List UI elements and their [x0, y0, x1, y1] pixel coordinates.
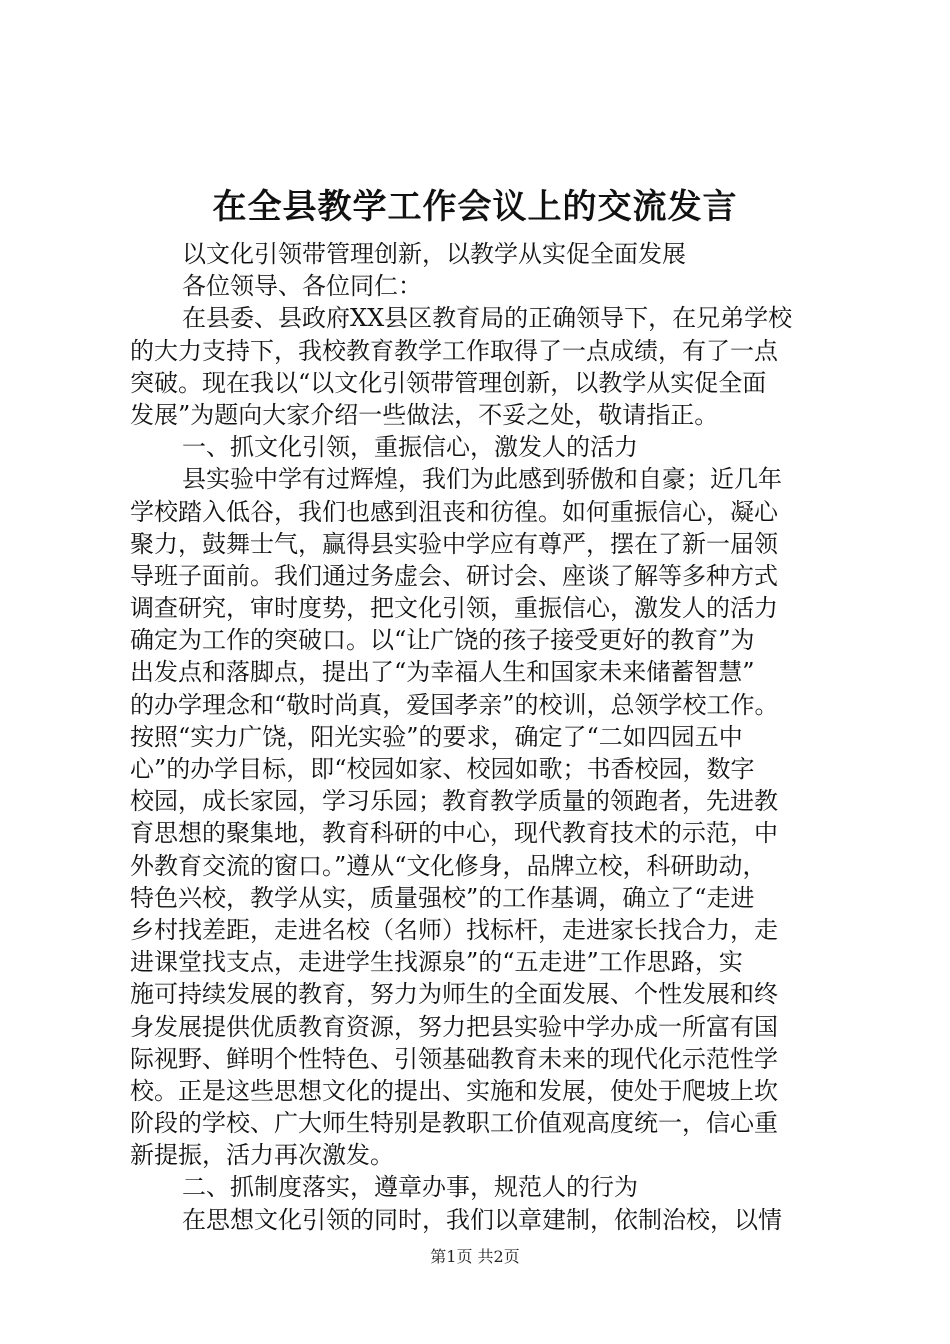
subtitle-line: 以文化引领带管理创新，以教学从实促全面发展 [182, 240, 686, 268]
paragraph-line: 校。正是这些思想文化的提出、实施和发展，使处于爬坡上坎 [130, 1076, 778, 1105]
paragraph-line: 在思想文化引领的同时，我们以章建制，依制治校，以情 [182, 1205, 782, 1234]
paragraph-line: 聚力，鼓舞士气，赢得县实验中学应有尊严，摆在了新一届领 [130, 529, 778, 558]
salutation-line: 各位领导、各位同仁： [182, 272, 422, 301]
paragraph-line: 外教育交流的窗口。”遵从“文化修身，品牌立校，科研助动， [130, 851, 767, 880]
paragraph-line: 新提振，活力再次激发。 [130, 1141, 394, 1170]
document-body [130, 238, 845, 1236]
paragraph-line: 的办学理念和“敬时尚真，爱国孝亲”的校训，总领学校工作。 [130, 690, 779, 719]
paragraph-line: 施可持续发展的教育，努力为师生的全面发展、个性发展和终 [130, 980, 778, 1009]
paragraph-line: 出发点和落脚点，提出了“为幸福人生和国家未来储蓄智慧” [130, 658, 755, 687]
paragraph-line: 身发展提供优质教育资源，努力把县实验中学办成一所富有国 [130, 1012, 778, 1041]
section-heading-1: 一、抓文化引领，重振信心，激发人的活力 [182, 433, 638, 462]
paragraph-line: 进课堂找支点，走进学生找源泉”的“五走进”工作思路，实 [130, 948, 743, 977]
paragraph-line: 调查研究，审时度势，把文化引领，重振信心，激发人的活力 [130, 594, 778, 623]
paragraph-line: 县实验中学有过辉煌，我们为此感到骄傲和自豪；近几年 [182, 465, 782, 494]
paragraph-line: 突破。现在我以“以文化引领带管理创新，以教学从实促全面 [130, 368, 767, 397]
paragraph-line: 心”的办学目标，即“校园如家、校园如歌；书香校园，数字 [130, 755, 755, 783]
paragraph-line: 校园，成长家园，学习乐园；教育教学质量的领跑者，先进教 [130, 787, 778, 816]
paragraph-line: 特色兴校，教学从实，质量强校”的工作基调，确立了“走进 [130, 883, 755, 912]
paragraph-line: 在县委、县政府XX县区教育局的正确领导下，在兄弟学校 [182, 304, 793, 333]
paragraph-line: 际视野、鲜明个性特色、引领基础教育未来的现代化示范性学 [130, 1044, 778, 1073]
paragraph-line: 的大力支持下，我校教育教学工作取得了一点成绩，有了一点 [130, 336, 778, 365]
section-heading-2: 二、抓制度落实，遵章办事，规范人的行为 [182, 1173, 638, 1202]
paragraph-line: 阶段的学校、广大师生特别是教职工价值观高度统一，信心重 [130, 1109, 778, 1138]
document-title: 在全县教学工作会议上的交流发言 [212, 187, 738, 227]
paragraph-line: 确定为工作的突破口。以“让广饶的孩子接受更好的教育”为 [130, 626, 755, 655]
paragraph-line: 发展”为题向大家介绍一些做法，不妥之处，敬请指正。 [130, 400, 719, 429]
page-footer: 第1页 共2页 [430, 1247, 520, 1266]
paragraph-line: 学校踏入低谷，我们也感到沮丧和彷徨。如何重振信心，凝心 [130, 497, 778, 526]
paragraph-line: 导班子面前。我们通过务虚会、研讨会、座谈了解等多种方式 [130, 561, 778, 590]
paragraph-line: 按照“实力广饶，阳光实验”的要求，确定了“二如四园五中 [130, 722, 743, 751]
paragraph-line: 育思想的聚集地，教育科研的中心，现代教育技术的示范，中 [130, 819, 778, 848]
paragraph-line: 乡村找差距，走进名校（名师）找标杆，走进家长找合力，走 [130, 915, 778, 944]
